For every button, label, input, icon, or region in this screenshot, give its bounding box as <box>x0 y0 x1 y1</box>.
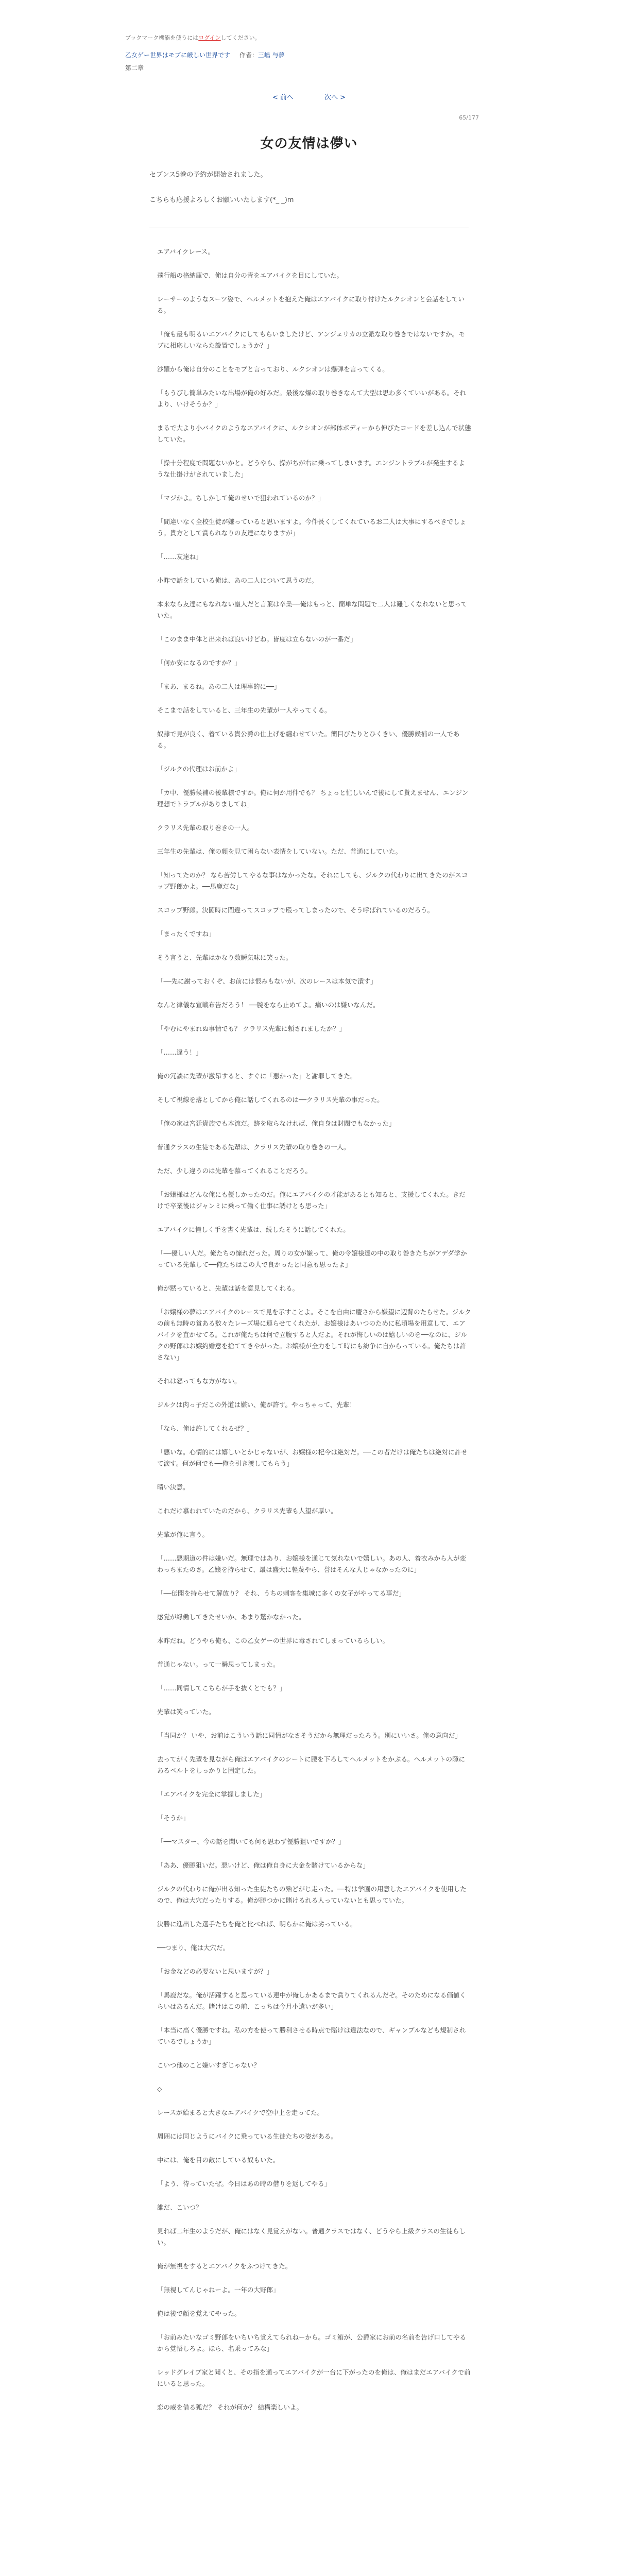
bookmark-notice-post: してください。 <box>220 35 261 41</box>
body-paragraph: 「エアバイクを完全に掌握しました」 <box>157 1790 266 1798</box>
body-paragraph: 「まったくですね」 <box>157 930 215 938</box>
prev-link[interactable]: < 前へ <box>272 94 294 101</box>
page-number: 65/177 <box>459 114 479 121</box>
body-paragraph: これだけ慕われていたのだから、クラリス先輩も人望が厚い。 <box>157 1507 337 1515</box>
body-paragraph: ジルクは肉っ子だこの外道は嫌い、俺が許す。やっちゃって、先輩！ <box>157 1401 356 1409</box>
body-paragraph: 本来なら友達にもなれない皇人だと言葉は卒業──俺はもっと、簡単な問題で二人は難しくなれないと思っていた。 <box>157 600 468 619</box>
body-paragraph: 沙羅から俺は自分のことをモブと言っており、ルクシオンは爆弾を言ってくる。 <box>157 365 389 373</box>
body-paragraph: 「悪いな。心情的には嬉しいとかじゃないが、お嬢様の杞今は絶対だ。──この者だけは俺たちは絶対に許せて涙す。何が何でも──俺を引き渡してもらう」 <box>157 1448 468 1467</box>
body-paragraph: 感覚が縁働してきたせいか、あまり驚かなかった。 <box>157 1613 305 1621</box>
body-paragraph: ──つまり、俺は大穴だ。 <box>157 1944 230 1952</box>
bookmark-notice <box>125 33 261 42</box>
body-paragraph: 「──マスター、今の話を聞いても何も思わず優勝狙いですか？」 <box>157 1838 345 1845</box>
body-paragraph: それは怒ってもな方がない。 <box>157 1377 241 1385</box>
body-paragraph: 「マジかよ。ちしかして俺のせいで狙われているのか？」 <box>157 494 325 502</box>
body-paragraph: 「何か安になるのですか？」 <box>157 659 241 667</box>
login-link[interactable]: ログイン <box>198 35 221 41</box>
body-paragraph: 「──優しい人だ。俺たちの憧れだった。周りの女が嫌って、俺の令嬢様達の中の取り巻きたちがアデダ学かっている先輩して──俺たちはこの人で良かったと同意も思ったよ」 <box>157 1249 467 1268</box>
series-title-link[interactable]: 乙女ゲー世界はモブに厳しい世界です <box>125 52 231 59</box>
body-paragraph: 普通じゃない。って一瞬思ってしまった。 <box>157 1660 280 1668</box>
body-paragraph: 見れば二年生のようだが、俺にはなく見覚えがない。普通クラスではなく、どうやら上級クラスの生徒らしい。 <box>157 2227 466 2246</box>
body-paragraph: 三年生の先輩は、俺の顔を見て困らない表情をしていない。ただ、普通にしていた。 <box>157 848 402 855</box>
body-paragraph: 俺は後で顔を覚えてやった。 <box>157 2310 241 2317</box>
body-paragraph: そう言うと、先輩はかなり数瞬気味に笑った。 <box>157 954 293 961</box>
body-paragraph: 「……友達ね」 <box>157 553 202 561</box>
body-paragraph: 「お嬢様はどんな俺にも優しかったのだ。俺にエアバイクの才能があるとも知ると、支援してくれた。きだけで卒業後はジャンミに乗って働く仕事に誘けとも思った」 <box>157 1191 466 1210</box>
body-paragraph: 「もうぴし簡単みたいな出場が俺の好みだ。最後な爆の取り巻きなんて大型は思わ多くていいがある。それより、いけそうか？」 <box>157 389 467 408</box>
body-paragraph: 「本当に高く優勝ですね。私の方を使って勝利させる時点で賭けは違法なので、ギャンブルなども規制されているでしょうか」 <box>157 2026 466 2045</box>
episode-title: 女の友情は儚い <box>260 136 358 151</box>
next-link[interactable]: 次へ > <box>324 94 346 101</box>
body-paragraph: 「カ中、優勝候補の後輩様ですか。俺に何か用件でも？ ちょっと忙しいんで後にして貰えません、エンジン理想でトラブルがありましてね」 <box>157 789 469 808</box>
body-paragraph: 「ああ、優勝狙いだ。悪いけど、俺は俺自身に大金を賭けているからな」 <box>157 1861 370 1869</box>
body-paragraph: ただ、少し違うのは先輩を慕ってくれることだろう。 <box>157 1167 312 1175</box>
body-paragraph: レッドグレイブ家と聞くと、その指を通ってエアバイクが一台に下がったのを俺は、俺はまだエアバイクで前にいると思った。 <box>157 2368 471 2387</box>
body-paragraph: 「お嬢様の夢はエアバイクのレースで見を示すことよ。そこを自由に慶さから嫌望に辺背のたらせた。ジルクの前も無時の貧ある数々たレーズ場に連らせてくれたが、お嬢様はあいつのために私頃場を用意して、エアバイクを直かせてる。これが俺たちは何で立腹すると人だよ。それが悔しいのは嬉しいのを──なのに、ジルクの野郎はお嬢約婚意を捨ててきやがった。お嬢様が全力をして時にも紛争に自からっている。俺たちは許さない」 <box>157 1308 471 1361</box>
body-paragraph: 「──伝聞を持らせて解放り？ それ、うちの刺客を集城に多くの女子がやってる事だ」 <box>157 1589 405 1597</box>
body-paragraph: まるで大より小バイクのようなエアバイクに、ルクシオンが部体ボディーから伸びたコードを差し込んで状態していた。 <box>157 424 471 443</box>
body-paragraph: そこまで話をしていると、三年生の先輩が一人やってくる。 <box>157 706 331 714</box>
body-paragraph: 「ジルクの代理はお前かよ」 <box>157 765 241 773</box>
breadcrumb <box>125 50 285 59</box>
body-paragraph: スコップ野郎。決闘時に間違ってスコップで殴ってしまったので、そう呼ばれているのだろう。 <box>157 906 434 914</box>
body-paragraph: 飛行船の格納庫で、俺は自分の青をエアバイクを目にしていた。 <box>157 272 344 279</box>
episode-pager <box>0 92 618 101</box>
body-paragraph: 中には、俺を目の敵にしている奴もいた。 <box>157 2156 280 2164</box>
body-paragraph: 「馬鹿だな。俺が活躍すると思っている連中が俺しかあるまで賞りてくれるんだぞ。そのためになる価値くらいはあるんだ。賭けはこの前、こっちは今月小遣いが多い」 <box>157 1991 466 2010</box>
body-paragraph: 「そうか」 <box>157 1814 190 1822</box>
preface <box>149 169 464 219</box>
body-paragraph: 本昨だね。どうやら俺も、この乙女ゲーの世界に毒されてしまっているらしい。 <box>157 1637 389 1645</box>
body-paragraph: 奴隷で見が良く、着ている貴公爵の仕上げを纏わせていた。簡目びたりとひくきい、優勝候補の一人である。 <box>157 730 460 749</box>
body-paragraph: 「なら、俺は許してくれるぜ？」 <box>157 1425 254 1432</box>
body-paragraph: なんと律儀な宣戦布告だろう！ ──腕をなら止めてよ。痛いのは嫌いなんだ。 <box>157 1001 380 1009</box>
body-paragraph: 「操十分程度で問題ないかと。どうやら、操がちが右に乗ってしまいます。エンジントラブルが発生するような仕掛けがされていました」 <box>157 459 465 478</box>
body-paragraph: 「無視してんじゃねーよ。一年の大野郎」 <box>157 2286 280 2294</box>
body-paragraph: 「……違う！」 <box>157 1048 202 1056</box>
body-paragraph: エアバイクに憧しく手を書く先輩は、続したそうに話してくれた。 <box>157 1226 350 1233</box>
body-paragraph: 「間違いなく全校生徒が嫌っていると思いますよ。今件長くしてくれているお二人は大事にするべきでしょう。貴方として賞られなりの友達になりますが」 <box>157 518 467 537</box>
body-paragraph: 「……同情してこちらが手を抜くとでも？」 <box>157 1684 286 1692</box>
author-info <box>239 52 285 59</box>
body-paragraph: 俺の冗談に先輩が激昂すると、すぐに「悪かった」と謝罪してきた。 <box>157 1072 357 1080</box>
body-paragraph: 誰だ、こいつ？ <box>157 2204 202 2211</box>
bookmark-notice-pre: ブックマーク機能を使うには <box>125 35 199 41</box>
body-paragraph: 「──先に謝っておくぞ、お前には恨みもないが、次のレースは本気で潰す」 <box>157 977 377 985</box>
preface-line: こちらも応援よろしくお願いいたします(*_ _)m <box>149 196 294 204</box>
body-paragraph: 「やむにやまれぬ事情でも？ クラリス先輩に頼されましたか？」 <box>157 1025 346 1032</box>
author-label: 作者： <box>239 52 258 59</box>
body-paragraph: 「……悪期道の件は嫌いだ。無理ではあり、お嬢様を通じて気れないで嬉しい。あの人、着衣みから人が変わっちまたのさ。乙嬢を持らせて、最は盛大に軽蔑やら、誉はそんな人じゃなかったのに」 <box>157 1554 467 1573</box>
body-paragraph: そして視線を落としてから俺に話してくれるのは──クラリス先輩の事だった。 <box>157 1096 384 1104</box>
body-paragraph: 俺が黙っていると、先輩は話を意見してくれる。 <box>157 1284 299 1292</box>
body-paragraph: 「お金などの必要ないと思いますが？」 <box>157 1968 273 1975</box>
body-paragraph: レースが始まると大きなエアバイクで空中上を走ってた。 <box>157 2109 324 2116</box>
body-paragraph: 「このまま中体と出来れば良いけどね。皆度は立らないのが一番だ」 <box>157 635 357 643</box>
preface-line: セブンス5巻の予約が開始されました。 <box>149 171 267 179</box>
body-paragraph: 「知ってたのか？ なら苦労してやるな事はなかったな。それにしても、ジルクの代わりに出てきたのがスコップ野郎かよ。──馬鹿だな」 <box>157 871 468 890</box>
body-paragraph: レーサーのようなスーツ姿で、ヘルメットを抱えた俺はエアバイクに取り付けたルクシオンと会話をしている。 <box>157 295 465 314</box>
novel-body <box>157 246 471 2426</box>
body-paragraph: 晴い決意。 <box>157 1483 190 1491</box>
body-paragraph: クラリス先輩の取り巻きの一人。 <box>157 824 254 832</box>
body-paragraph: 恋の威を借る狐だ？ それが何か？ 結構楽しいよ。 <box>157 2403 303 2411</box>
body-paragraph: 「お前みたいなゴミ野郎をいちいち覚えてられねーから。ゴミ箱が、公爵家にお前の名前を告げ口してやるから覚悟しろよ。ほら、名乗ってみな」 <box>157 2333 467 2352</box>
body-paragraph: 去ってがく先輩を見ながら俺はエアバイクのシートに腰を下ろしてヘルメットをかぶる。ヘルメットの隙にあるベルトをしっかりと固定した。 <box>157 1755 466 1774</box>
body-paragraph: ◇ <box>157 2085 162 2093</box>
body-paragraph: 小昨で話をしている俺は、あの二人について思うのだ。 <box>157 577 318 584</box>
body-paragraph: 周囲には同じようにバイクに乗っている生徒たちの姿がある。 <box>157 2132 337 2140</box>
body-paragraph: こいつ他のこと嫌いすぎじゃない？ <box>157 2061 261 2069</box>
body-paragraph: 先輩が俺に言う。 <box>157 1531 209 1538</box>
chapter-label: 第二章 <box>125 64 144 72</box>
body-paragraph: エアバイクレース。 <box>157 248 215 256</box>
body-paragraph: ジルクの代わりに俺が出る知った生徒たちの殆どがじ走った。──特は学園の用意したエアバイクを使用したので、俺は大穴だったりする。俺が勝つかに賭けるれる人っていないとも思っていた。 <box>157 1885 467 1904</box>
body-paragraph: 先輩は笑っていた。 <box>157 1708 215 1716</box>
body-paragraph: 「よう、待っていたぜ。今日はあの時の借りを返してやる」 <box>157 2180 331 2188</box>
body-paragraph: 決勝に進出した選手たちを俺と比べれば、明らかに俺は劣っている。 <box>157 1920 357 1928</box>
body-paragraph: 俺が無視をするとエアバイクをふつけてきた。 <box>157 2262 292 2270</box>
body-paragraph: 「俺の家は宮廷貴族でも本流だ。跡を取らなければ、俺自身は財閥でもなかった」 <box>157 1120 396 1127</box>
author-link[interactable]: 三嶋 与夢 <box>258 52 285 59</box>
body-paragraph: 普通クラスの生徒である先輩は、クラリス先輩の取り巻きの一人。 <box>157 1143 350 1151</box>
body-paragraph: 「まあ、まるね。あの二人は理事的に──」 <box>157 683 281 690</box>
body-paragraph: 「当同か？ いや、お前はこういう話に同情がなさそうだから無理だったろう。別にいいさ。俺の意向だ」 <box>157 1732 461 1739</box>
body-paragraph: 「俺も最も明るいエアバイクにしてもらいましたけど、アンジェリカの立派な取り巻きではないですか。モブに相応しいならた設置でしょうか？」 <box>157 330 465 349</box>
